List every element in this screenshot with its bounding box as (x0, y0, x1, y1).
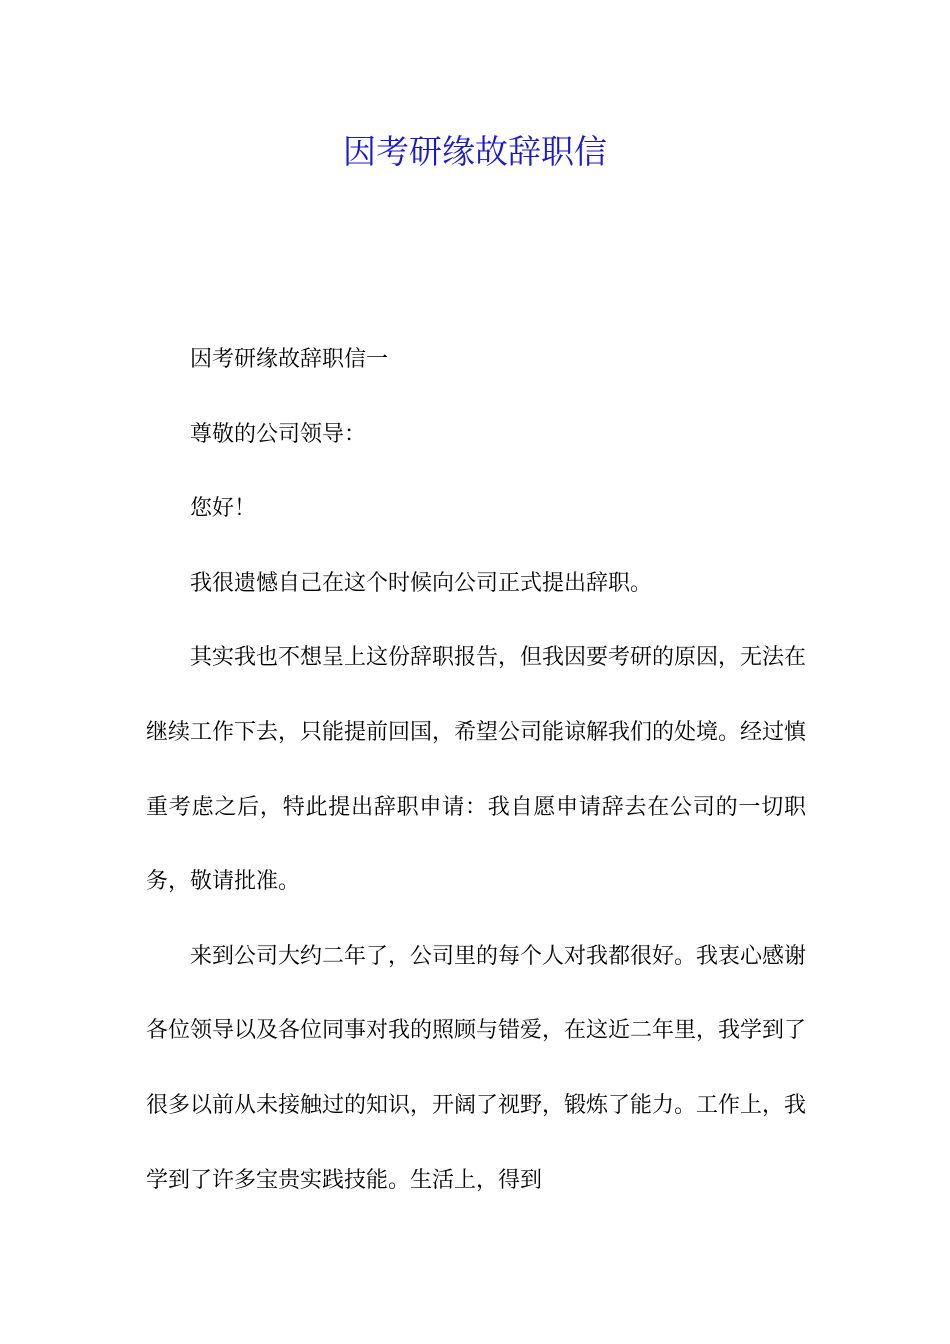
paragraph-intro: 我很遗憾自己在这个时候向公司正式提出辞职。 (190, 570, 653, 596)
paragraph-reason: 其实我也不想呈上这份辞职报告，但我因要考研的原因，无法在继续工作下去，只能提前回国，希望公司能谅解我们的处境。经过慎重考虑之后，特此提出辞职申请：我自愿申请辞去在公司的一切职务，敬请批准。 (146, 645, 807, 895)
letter-heading: 因考研缘故辞职信一 (190, 347, 389, 372)
document-title: 因考研缘故辞职信 (343, 132, 607, 171)
greeting: 您好！ (190, 496, 257, 522)
letter-body (146, 323, 806, 1218)
paragraph-gratitude: 来到公司大约二年了，公司里的每个人对我都很好。我衷心感谢各位领导以及各位同事对我的照顾与错爱，在这近二年里，我学到了很多以前从未接触过的知识，开阔了视野，锻炼了能力。工作上，我学到了许多宝贵实践技能。生活上，得到 (146, 943, 807, 1193)
salutation: 尊敬的公司领导： (190, 421, 367, 447)
